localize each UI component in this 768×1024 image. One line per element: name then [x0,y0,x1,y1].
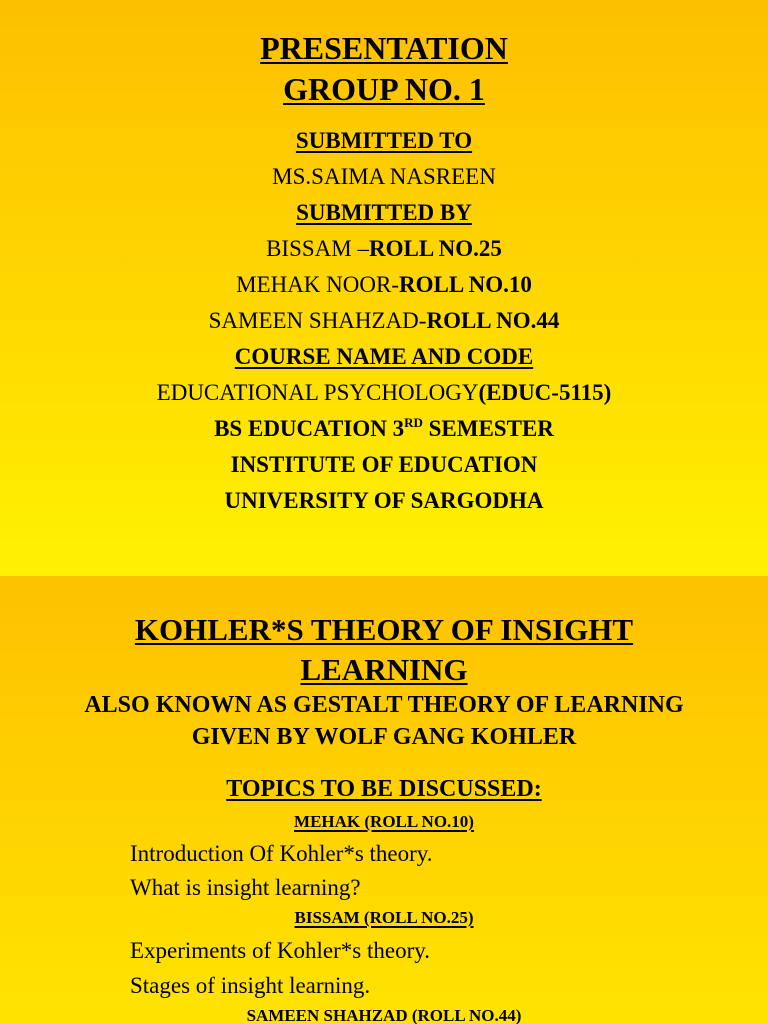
member-roll: ROLL NO.10 [399,272,532,297]
topic-item: Introduction Of Kohler*s theory. [130,841,433,866]
topic-item: Experiments of Kohler*s theory. [130,938,430,963]
member-roll: ROLL NO.44 [426,308,560,333]
program-pre: BS EDUCATION 3 [214,416,405,441]
program-post: SEMESTER [422,416,554,441]
submitted-to-name: MS.SAIMA NASREEN [272,164,496,189]
topics-heading: TOPICS TO BE DISCUSSED: [226,776,542,802]
presentation-title: PRESENTATION [260,30,508,66]
member-line [0,272,768,298]
member-line [0,236,768,262]
topic-item: Stages of insight learning. [130,973,371,998]
theory-title: KOHLER*S THEORY OF INSIGHT [134,612,634,647]
course-line [0,380,768,406]
course-code: (EDUC-5115) [478,380,612,405]
theory-subtitle: ALSO KNOWN AS GESTALT THEORY OF LEARNING [84,692,684,718]
theory-title-line2: LEARNING [300,652,468,687]
member-line [0,308,768,334]
member-name: MEHAK NOOR- [236,272,399,297]
program-line [0,416,768,442]
slide-topics [0,576,768,1024]
group-title: GROUP NO. 1 [283,71,485,107]
course-label: COURSE NAME AND CODE [234,344,534,369]
presenter-label: SAMEEN SHAHZAD (ROLL NO.44) [246,1006,522,1024]
institute: INSTITUTE OF EDUCATION [230,452,538,477]
submitted-by-label: SUBMITTED BY [296,200,472,225]
presenter-label: MEHAK (ROLL NO.10) [294,812,474,831]
university: UNIVERSITY OF SARGODHA [224,488,544,513]
member-roll: ROLL NO.25 [368,236,502,261]
submitted-to-label: SUBMITTED TO [295,128,473,153]
program-sup: RD [404,415,423,430]
course-name: EDUCATIONAL PSYCHOLOGY [156,380,479,405]
presenter-label: BISSAM (ROLL NO.25) [294,908,474,927]
member-name: BISSAM – [266,236,369,261]
theory-author: GIVEN BY WOLF GANG KOHLER [191,724,577,750]
topic-item: What is insight learning? [130,875,361,900]
member-name: SAMEEN SHAHZAD- [208,308,427,333]
